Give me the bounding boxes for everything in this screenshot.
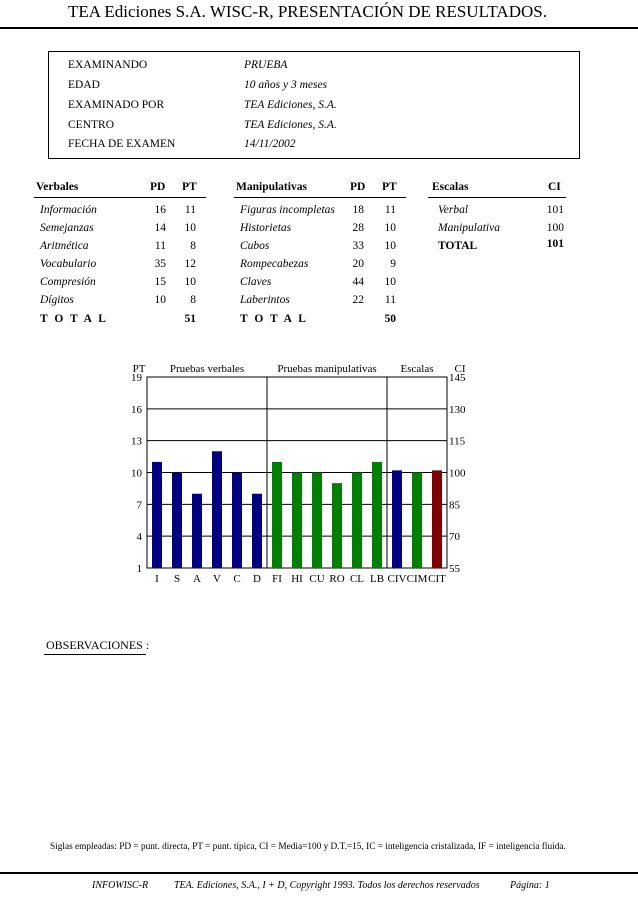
manip-total-label: T O T A L (240, 313, 308, 325)
manip-pt-header: PT (382, 181, 397, 193)
siglas-note: Siglas empleadas: PD = punt. directa, PT = punt. típica, CI = Media=100 y D.T.=15, IC = inteligencia cristalizada, IF = inteligencia fluida. (50, 842, 566, 852)
scales-total-label: TOTAL (438, 240, 478, 252)
group-label: Pruebas verbales (169, 363, 245, 375)
footer-right: Página: 1 (510, 880, 550, 891)
scales-row-name: Manipulativa (438, 222, 500, 234)
verbal-pd-header: PD (150, 181, 166, 193)
scales-ci-header: CI (548, 181, 561, 193)
group-label: Pruebas manipulativas (277, 363, 377, 375)
verbal-total-label: T O T A L (40, 313, 108, 325)
manip-row-pt: 11 (384, 294, 396, 306)
left-tick-label: 7 (136, 499, 142, 512)
category-label: CIM (406, 573, 428, 585)
info-label-examinado-por: EXAMINADO POR (68, 99, 165, 111)
verbal-row-name: Dígitos (40, 294, 74, 306)
right-axis-label: CI (454, 363, 466, 375)
bar-lb (372, 462, 382, 568)
manip-row-pt: 10 (384, 276, 396, 288)
scales-total-value: 101 (546, 238, 564, 250)
scales-row-ci: 100 (546, 222, 564, 234)
manip-header-underline (234, 197, 406, 198)
info-value-centro: TEA Ediciones, S.A. (244, 119, 337, 131)
verbal-total-value: 51 (184, 313, 196, 325)
info-value-examinando: PRUEBA (244, 59, 288, 71)
bar-s (172, 473, 182, 569)
bar-cim (412, 473, 422, 569)
category-label: I (155, 573, 159, 585)
manip-row-pd: 33 (352, 240, 364, 252)
manip-row-pd: 18 (352, 204, 364, 216)
bar-i (152, 462, 162, 568)
verbal-row-pd: 16 (154, 204, 166, 216)
right-tick-label: 130 (449, 403, 466, 416)
manip-total-value: 50 (384, 313, 396, 325)
category-label: S (173, 573, 181, 585)
verbal-row-pt: 10 (184, 222, 196, 234)
manip-row-name: Figuras incompletas (240, 204, 335, 216)
scales-row-ci: 101 (546, 204, 564, 216)
verbal-row-pt: 10 (184, 276, 196, 288)
verbal-row-name: Aritmética (40, 240, 89, 252)
left-tick-label: 4 (136, 531, 142, 544)
manip-row-pt: 11 (384, 204, 396, 216)
observaciones-underline (44, 654, 146, 655)
footer-rule (0, 872, 638, 874)
left-tick-label: 16 (131, 403, 142, 416)
right-tick-label: 100 (449, 467, 466, 480)
verbal-row-name: Información (40, 204, 97, 216)
verbal-row-pt: 11 (184, 204, 196, 216)
verbal-row-pt: 12 (184, 258, 196, 270)
manip-row-name: Laberintos (240, 294, 290, 306)
category-label: CIT (428, 573, 446, 585)
category-label: CIV (387, 573, 407, 585)
verbal-row-pt: 8 (190, 240, 196, 252)
info-label-fecha: FECHA DE EXAMEN (68, 138, 176, 150)
bar-cit (432, 470, 442, 568)
category-label: CL (349, 573, 365, 585)
manip-row-pt: 10 (384, 240, 396, 252)
bar-hi (292, 473, 302, 569)
info-value-fecha: 14/11/2002 (244, 138, 296, 150)
page-title: TEA Ediciones S.A. WISC-R, PRESENTACIÓN DE RESULTADOS. (68, 2, 547, 21)
bar-cl (352, 473, 362, 569)
right-tick-label: 55 (449, 563, 460, 575)
category-label: D (253, 573, 261, 585)
results-chart (0, 360, 638, 610)
right-tick-label: 145 (449, 372, 466, 384)
manip-header: Manipulativas (236, 181, 307, 193)
manip-row-pd: 28 (352, 222, 364, 234)
manip-row-name: Cubos (240, 240, 270, 252)
observaciones-label: OBSERVACIONES : (46, 638, 150, 652)
verbal-row-name: Vocabulario (40, 258, 97, 270)
verbal-row-pd: 11 (154, 240, 166, 252)
right-tick-label: 115 (449, 435, 466, 448)
info-label-edad: EDAD (68, 79, 100, 91)
bar-fi (272, 462, 282, 568)
title-rule (0, 27, 638, 29)
manip-row-name: Rompecabezas (240, 258, 309, 270)
scales-header: Escalas (432, 181, 469, 193)
info-value-edad: 10 años y 3 meses (244, 79, 328, 91)
bar-cu (312, 473, 322, 569)
info-label-centro: CENTRO (68, 119, 114, 131)
manip-row-pt: 9 (390, 258, 396, 270)
left-tick-label: 13 (131, 435, 142, 448)
left-axis-label: PT (132, 363, 146, 375)
category-label: C (233, 573, 241, 585)
manip-pd-header: PD (350, 181, 366, 193)
category-label: A (193, 573, 201, 585)
footer-left: INFOWISC-R (92, 880, 149, 891)
right-tick-label: 85 (449, 499, 460, 512)
verbal-row-pd: 35 (154, 258, 166, 270)
bar-v (212, 451, 222, 568)
info-value-examinado-por: TEA Ediciones, S.A. (244, 99, 337, 111)
right-tick-label: 70 (449, 531, 460, 544)
bar-a (192, 494, 202, 568)
verbal-header-underline (34, 197, 206, 198)
verbal-row-name: Semejanzas (40, 222, 94, 234)
category-label: V (213, 573, 221, 585)
verbal-row-name: Compresión (40, 276, 96, 288)
bar-ro (332, 483, 342, 568)
left-tick-label: 19 (131, 372, 142, 384)
verbal-row-pt: 8 (190, 294, 196, 306)
manip-row-pt: 10 (384, 222, 396, 234)
verbal-header: Verbales (36, 181, 79, 193)
manip-row-name: Claves (240, 276, 272, 288)
verbal-row-pd: 14 (154, 222, 166, 234)
category-label: HI (291, 573, 303, 585)
manip-row-pd: 22 (352, 294, 364, 306)
bar-c (232, 473, 242, 569)
verbal-row-pd: 10 (154, 294, 166, 306)
verbal-row-pd: 15 (154, 276, 166, 288)
bar-d (252, 494, 262, 568)
left-tick-label: 1 (136, 563, 142, 575)
manip-row-name: Historietas (240, 222, 292, 234)
manip-row-pd: 44 (352, 276, 364, 288)
scales-row-name: Verbal (438, 204, 469, 216)
category-label: CU (309, 573, 325, 585)
group-label: Escalas (400, 363, 434, 375)
scales-header-underline (428, 197, 566, 198)
verbal-pt-header: PT (182, 181, 197, 193)
category-label: RO (329, 573, 345, 585)
footer-center: TEA. Ediciones, S.A., I + D, Copyright 1993. Todos los derechos reservados (174, 880, 480, 891)
manip-row-pd: 20 (352, 258, 364, 270)
bar-civ (392, 470, 402, 568)
left-tick-label: 10 (131, 467, 142, 480)
category-label: FI (272, 573, 282, 585)
info-label-examinando: EXAMINANDO (68, 59, 148, 71)
category-label: LB (369, 573, 385, 585)
